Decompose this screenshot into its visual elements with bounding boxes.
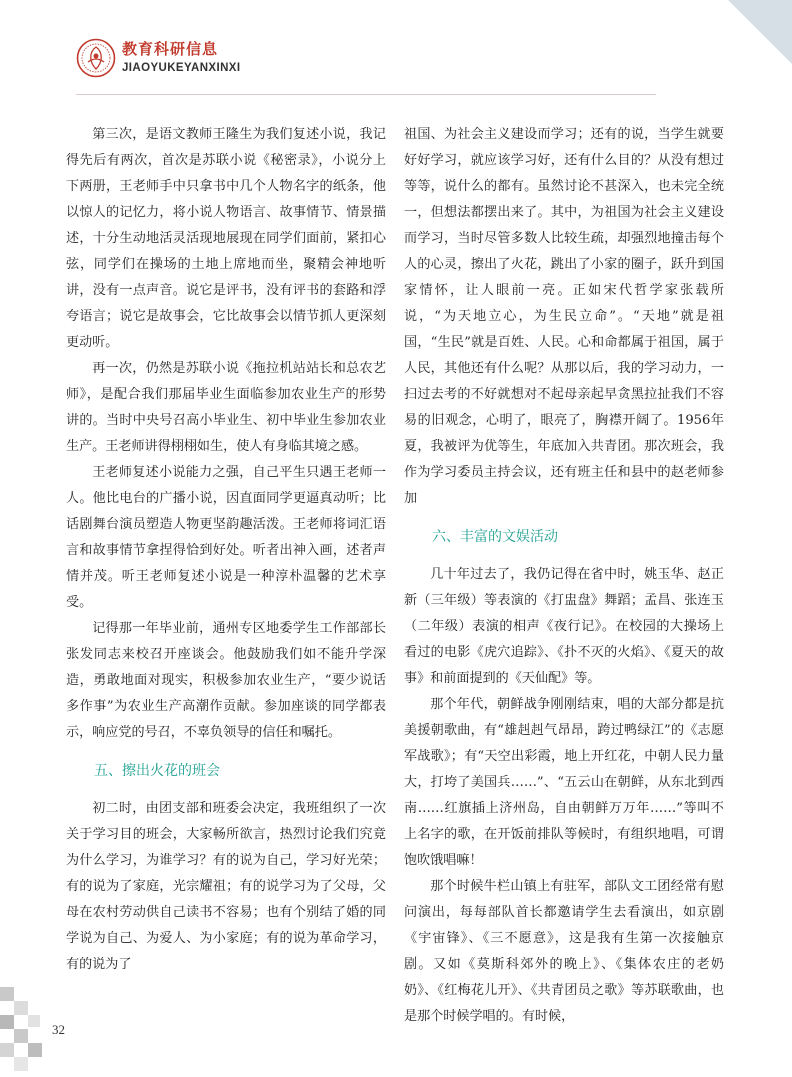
paragraph: 那个时候牛栏山镇上有驻军，部队文工团经常有慰问演出，每每部队首长都邀请学生去看演出，如京剧《宇宙锋》、《三不愿意》，这是我有生第一次接触京剧。又如《莫斯科郊外的晚上》、《集体农庄的老奶奶》、《红梅花儿开》、《共青团员之歌》等苏联歌曲，也是那个时候学唱的。有时候，	[404, 879, 724, 1024]
journal-title-en: JIAOYUKEYANXINXI	[122, 62, 241, 74]
paragraph: 第三次，是语文教师王隆生为我们复述小说，我记得先后有两次，首次是苏联小说《秘密录》，小说分上下两册，王老师手中只拿书中几个人物名字的纸条，他以惊人的记忆力，将小说人物语言、故事情节、情景描述，十分生动地活灵活现地展现在同学们面前，紧扣心弦，同学们在操场的土地上席地而坐，聚精会神地听讲，没有一点声音。说它是评书，没有评书的套路和浮夸语言；说它是故事会，它比故事会以情节抓人更深刻更动听。	[66, 127, 386, 350]
school-emblem-icon	[76, 38, 116, 78]
paragraph: 那个年代，朝鲜战争刚刚结束，唱的大部分都是抗美援朝歌曲，有“雄赳赳气昂昂，跨过鸭绿江”的《志愿军战歌》；有“天空出彩霞，地上开红花，中朝人民力量大，打垮了美国兵……”、“五云山在朝鲜，从东北到西南……红旗插上济州岛，自由朝鲜万万年……”等叫不上名字的歌，在开饭前排队等候时，有组织地唱，可谓饱吹饿唱嘛！	[404, 697, 724, 868]
left-column	[66, 122, 386, 978]
pixel-decoration	[0, 987, 60, 1077]
paragraph: 王老师复述小说能力之强，自己平生只遇王老师一人。他比电台的广播小说，因直面同学更逼真动听；比话剧舞台演员塑造人物更坚韵趣活泼。王老师将词汇语言和故事情节拿捏得恰到好处。听者出神入画，述者声情并茂。听王老师复述小说是一种淳朴温馨的艺术享受。	[66, 465, 386, 610]
section-heading: 五、擦出火花的班会	[94, 763, 220, 779]
corner-decoration	[728, 0, 792, 64]
paragraph: 初二时，由团支部和班委会决定，我班组织了一次关于学习目的班会，大家畅所欲言，热烈讨论我们究竟为什么学习，为谁学习？有的说为自己，学习好光荣；有的说为了家庭，光宗耀祖；有的说学习为了父母，父母在农村劳动供自己读书不容易；也有个别结了婚的同学说为自己、为爱人、为小家庭；有的说为革命学习，有的说为了	[66, 801, 386, 972]
paragraph-continued: 祖国、为社会主义建设而学习；还有的说，当学生就要好好学习，就应该学习好，还有什么目的？从没有想过等等，说什么的都有。虽然讨论不甚深入，也未完全统一，但想法都摆出来了。其中，为祖国为社会主义建设而学习，当时尽管多数人比较生疏，却强烈地撞击每个人的心灵，擦出了火花，跳出了小家的圈子，跃升到国家情怀，让人眼前一亮。正如宋代哲学家张载所说，“为天地立心，为生民立命”。“天地”就是祖国，“生民”就是百姓、人民。心和命都属于祖国，属于人民，其他还有什么呢？从那以后，我的学习动力，一扫过去考的不好就想对不起母亲起早贪黑拉扯我们不容易的旧观念，心明了，眼亮了，胸襟开阔了。1956年夏，我被评为优等生，年底加入共青团。那次班会，我作为学习委员主持会议，还有班主任和县中的赵老师参加	[404, 127, 724, 506]
paragraph: 几十年过去了，我仍记得在省中时，姚玉华、赵正新（三年级）等表演的《打盅盘》舞蹈；孟昌、张连玉（二年级）表演的相声《夜行记》。在校园的大操场上看过的电影《虎穴追踪》、《扑不灭的火焰》、《夏天的故事》和前面提到的《天仙配》等。	[404, 567, 724, 686]
paragraph: 记得那一年毕业前，通州专区地委学生工作部部长张发同志来校召开座谈会。他鼓励我们如不能升学深造，勇敢地面对现实，积极参加农业生产，“要少说话多作事”为农业生产高潮作贡献。参加座谈的同学都表示，响应党的号召，不辜负领导的信任和嘱托。	[66, 621, 386, 740]
section-heading: 六、丰富的文娱活动	[432, 529, 558, 545]
page-number: 32	[52, 1022, 65, 1037]
right-column	[404, 122, 724, 1030]
paragraph: 再一次，仍然是苏联小说《拖拉机站站长和总农艺师》，是配合我们那届毕业生面临参加农业生产的形势讲的。当时中央号召高小毕业生、初中毕业生参加农业生产。王老师讲得栩栩如生，使人有身临其境之感。	[66, 361, 386, 454]
header-divider	[76, 94, 656, 95]
journal-brand	[122, 40, 240, 76]
journal-title-cn: 教育科研信息	[122, 40, 219, 58]
